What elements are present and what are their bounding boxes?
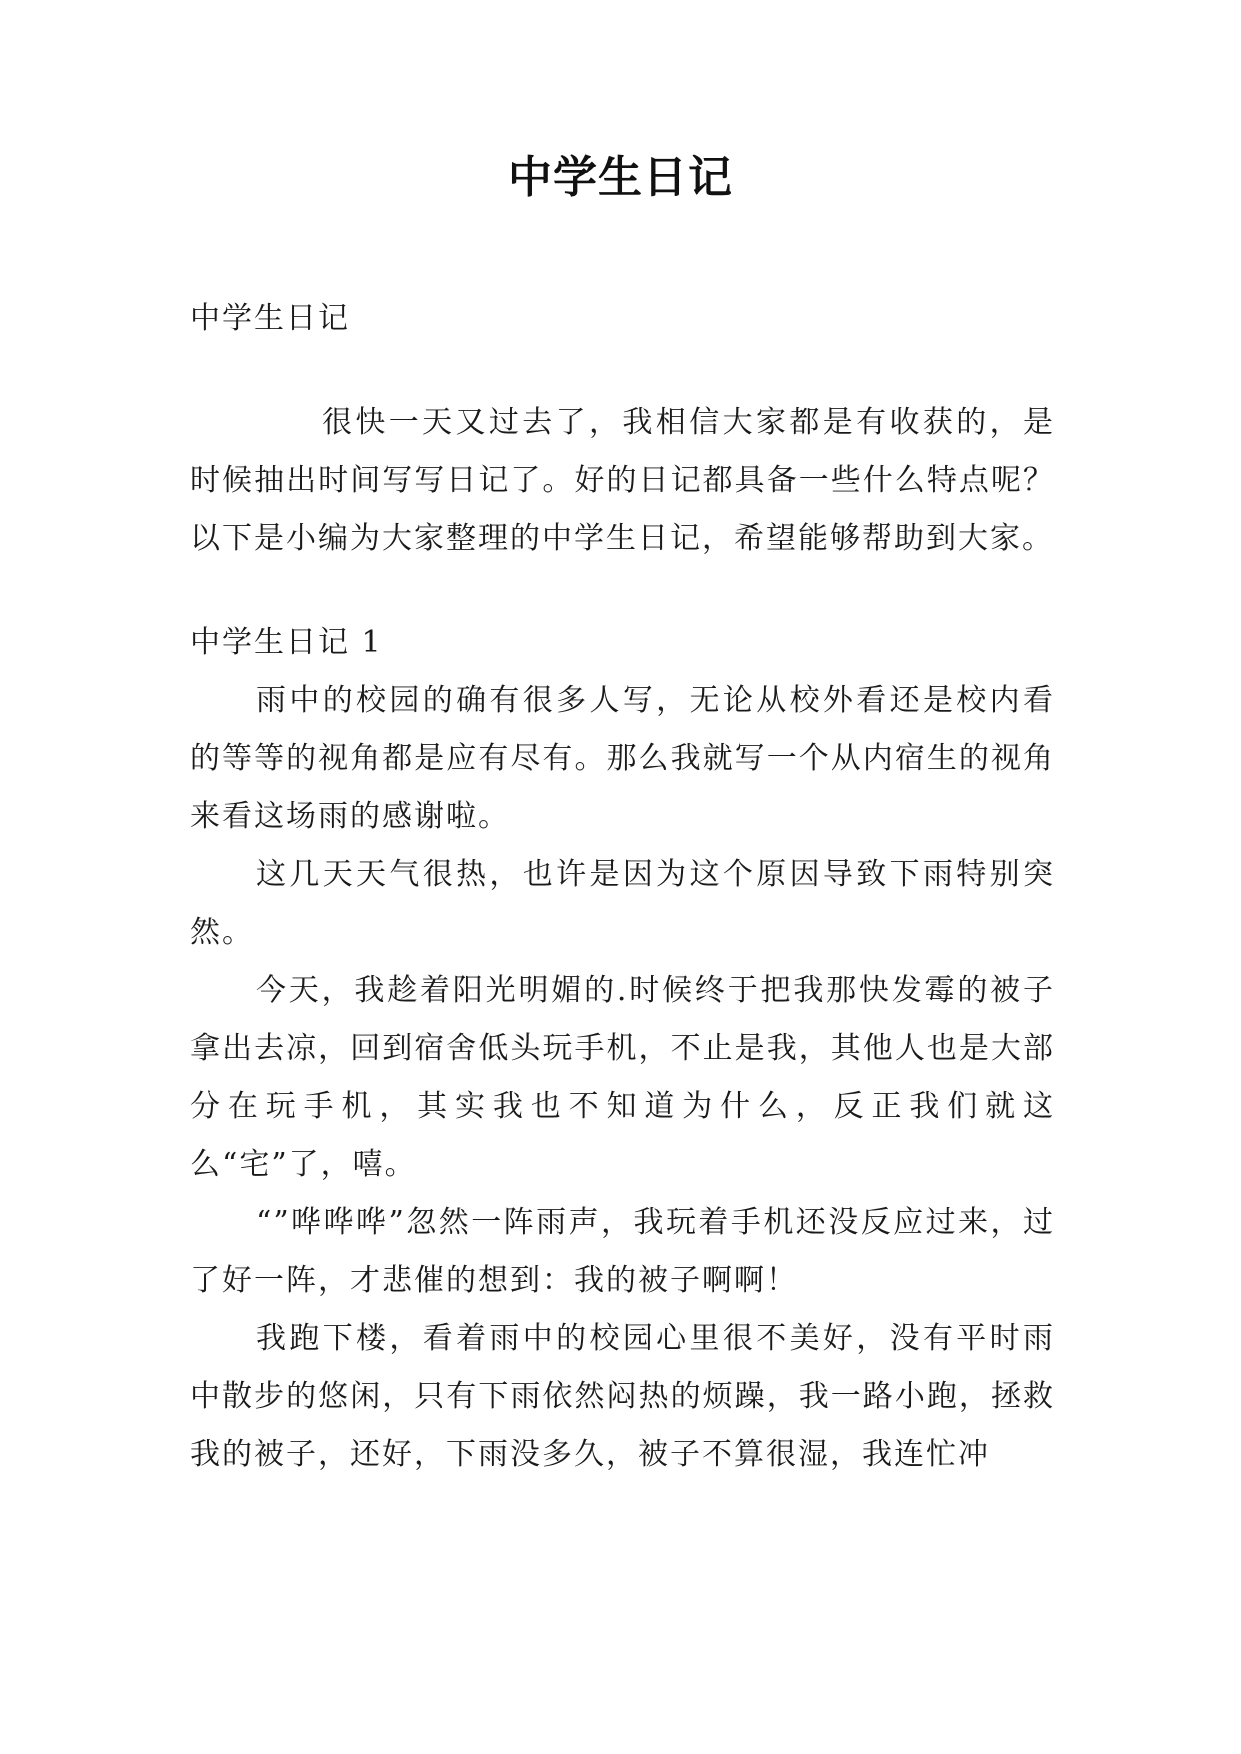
section-heading: 中学生日记 1 xyxy=(190,625,383,660)
document-title: 中学生日记 xyxy=(508,152,733,203)
body-paragraph: 我跑下楼，看着雨中的校园心里很不美好，没有平时雨中散步的悠闲，只有下雨依然闷热的烦躁，我一路小跑，拯救我的被子，还好，下雨没多久，被子不算很湿，我连忙冲 xyxy=(190,1321,1055,1472)
document-body xyxy=(190,290,1055,1484)
body-paragraph: 这几天天气很热，也许是因为这个原因导致下雨特别突然。 xyxy=(190,857,1055,950)
intro-paragraph: 很快一天又过去了，我相信大家都是有收获的，是时候抽出时间写写日记了。好的日记都具备一些什么特点呢？以下是小编为大家整理的中学生日记，希望能够帮助到大家。 xyxy=(190,405,1055,556)
body-paragraph: 今天，我趁着阳光明媚的.时候终于把我那快发霉的被子拿出去凉，回到宿舍低头玩手机，不止是我，其他人也是大部分在玩手机，其实我也不知道为什么，反正我们就这么“宅”了，嘻。 xyxy=(190,973,1055,1182)
document-subtitle: 中学生日记 xyxy=(190,301,350,336)
body-paragraph: “”哗哗哗”忽然一阵雨声，我玩着手机还没反应过来，过了好一阵，才悲催的想到：我的被子啊啊！ xyxy=(190,1205,1055,1298)
body-paragraph: 雨中的校园的确有很多人写，无论从校外看还是校内看的等等的视角都是应有尽有。那么我就写一个从内宿生的视角来看这场雨的感谢啦。 xyxy=(190,683,1055,834)
